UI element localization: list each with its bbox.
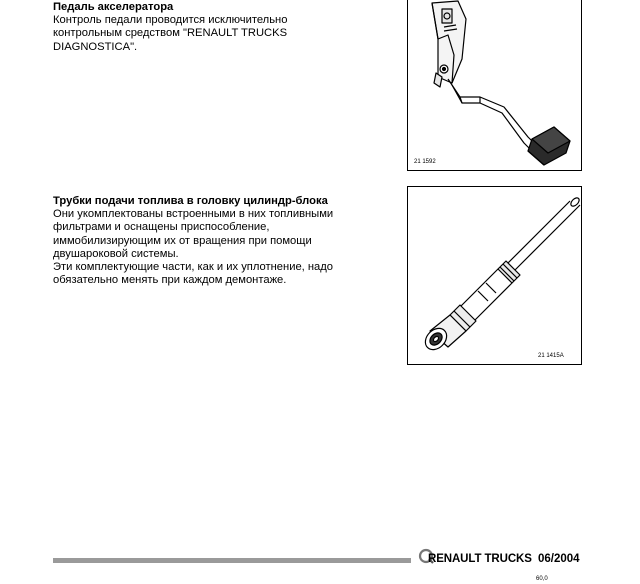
section-body: Они укомплектованы встроенными в них топливными фильтрами и оснащены приспособление, иммобилизирующим их от вращения при помощи двушароковой системы. Эти комплектующие части, как и их уплотнение, надо обязательно менять при каждом демонтаже. xyxy=(53,208,334,287)
figure-fuel-pipe xyxy=(407,186,582,365)
figure-accelerator-pedal xyxy=(407,0,582,171)
section-body: Контроль педали проводится исключительно контрольным средством "RENAULT TRUCKS DIAGNOSTICA". xyxy=(53,14,288,53)
page-mark: 60,0 xyxy=(536,576,548,582)
footer-brand: RENAULT TRUCKS xyxy=(428,553,532,565)
section-title: Трубки подачи топлива в головку цилиндр-блока xyxy=(53,195,328,207)
fuel-pipe-illustration xyxy=(408,187,581,364)
section-title: Педаль акселератора xyxy=(53,1,174,13)
accelerator-pedal-illustration xyxy=(408,0,581,170)
footer-date: 06/2004 xyxy=(538,553,580,565)
figure-code: 21 1592 xyxy=(414,159,436,165)
section-accelerator-pedal xyxy=(53,1,393,54)
footer-divider-bar xyxy=(53,558,411,563)
section-fuel-pipes xyxy=(53,195,393,287)
figure-code: 21 1415A xyxy=(538,353,564,359)
